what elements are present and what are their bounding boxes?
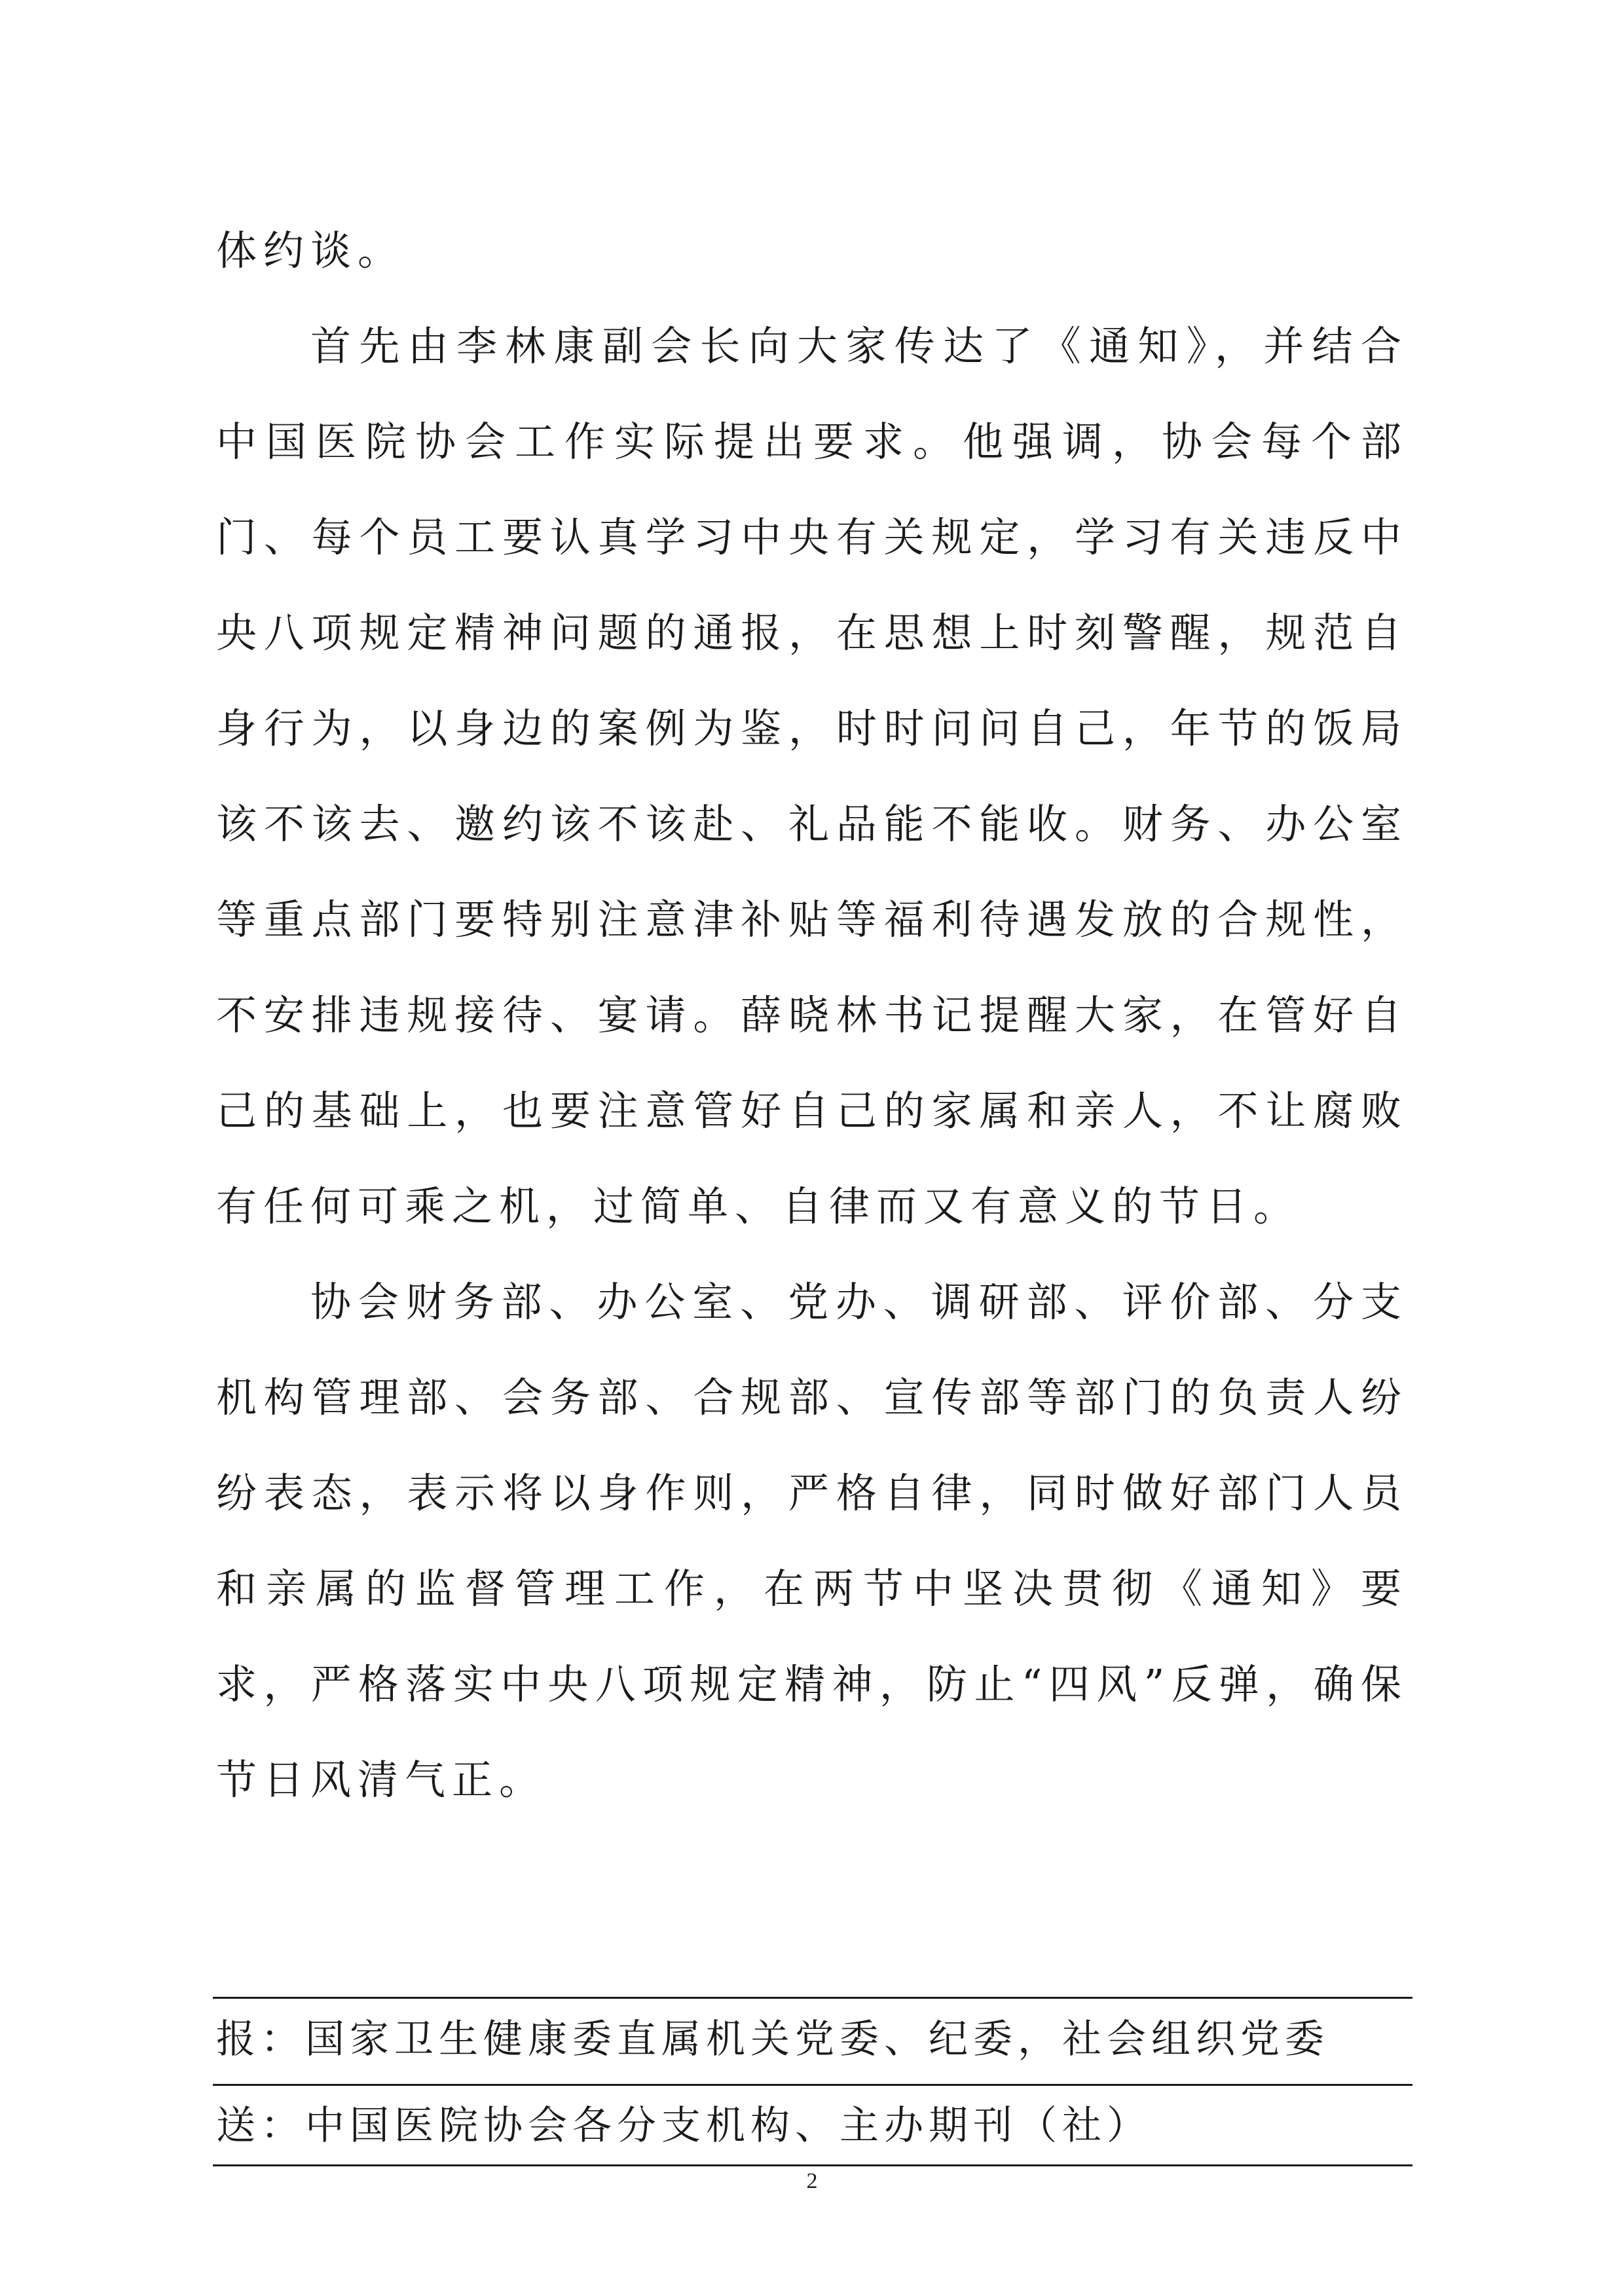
body-text — [216, 203, 1408, 1828]
footer-bottom-rule — [213, 2164, 1412, 2166]
paragraph-department-statements: 协会财务部、办公室、党办、调研部、评价部、分支机构管理部、会务部、合规部、宣传部等部门的负责人纷纷表态，表示将以身作则，严格自律，同时做好部门人员和亲属的监督管理工作，在两节中坚决贯彻《通知》要求，严格落实中央八项规定精神，防止“四风”反弹，确保节日风清气正。 — [216, 1278, 1408, 1804]
page-number: 2 — [806, 2169, 818, 2193]
paragraph-vice-president-remarks: 首先由李林康副会长向大家传达了《通知》，并结合中国医院协会工作实际提出要求。他强调，协会每个部门、每个员工要认真学习中央有关规定，学习有关违反中央八项规定精神问题的通报，在思想上时刻警醒，规范自身行为，以身边的案例为鉴，时时问问自己，年节的饭局该不该去、邀约该不该赴、礼品能不能收。财务、办公室等重点部门要特别注意津补贴等福利待遇发放的合规性，不安排违规接待、宴请。薛晓林书记提醒大家，在管好自己的基础上，也要注意管好自己的家属和亲人，不让腐败有任何可乘之机，过简单、自律而又有意义的节日。 — [216, 322, 1408, 1230]
footer-middle-rule — [213, 2084, 1412, 2086]
report-to-line: 报：国家卫生健康委直属机关党委、纪委，社会组织党委 — [216, 2016, 1329, 2062]
paragraph-continuation: 体约谈。 — [216, 227, 405, 274]
footer-top-rule — [213, 1997, 1412, 1999]
send-to-line: 送：中国医院协会各分支机构、主办期刊（社） — [216, 2103, 1151, 2149]
